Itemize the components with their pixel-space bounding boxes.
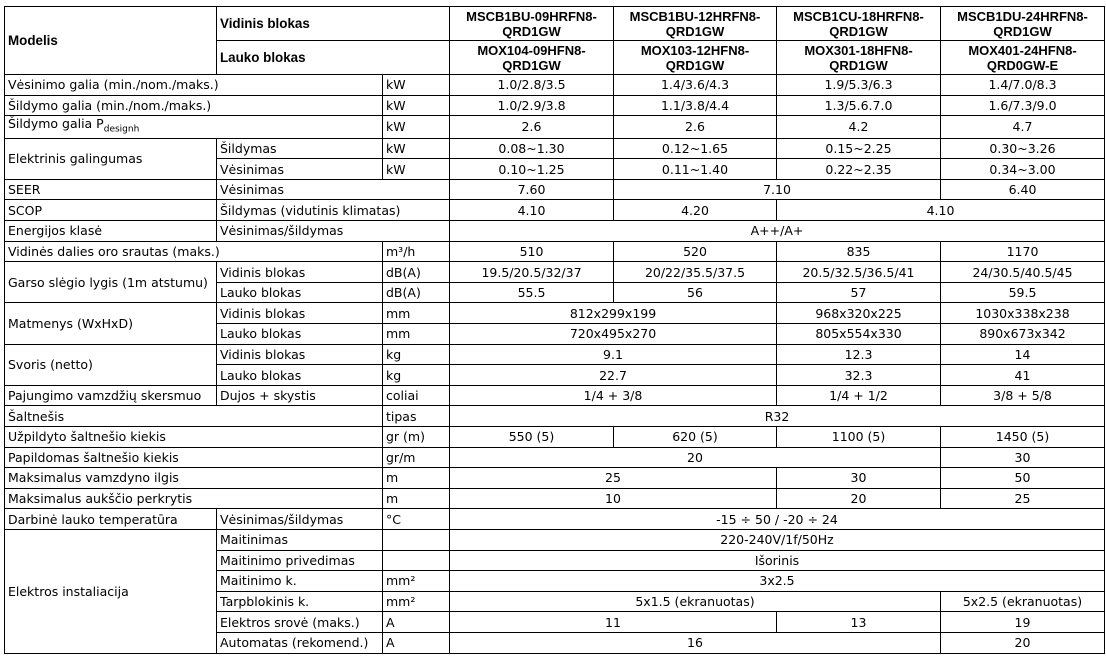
row-sublabel: Vėsinimas/šildymas: [217, 509, 383, 530]
cell-value: 3x2.5: [450, 571, 1105, 592]
row-label: Šildymo galia (min./nom./maks.): [5, 95, 383, 116]
row-unit: mm: [383, 324, 450, 345]
cell-value: 4.2: [777, 116, 941, 139]
cell-value: 968x320x225: [777, 303, 941, 324]
cell-value: 1.9/5.3/6.3: [777, 75, 941, 96]
row-unit: dB(A): [383, 262, 450, 283]
table-row: [5, 447, 1105, 468]
row-sublabel: Lauko blokas: [217, 365, 383, 386]
cell-value: 0.22~2.35: [777, 159, 941, 180]
cell-value: 20.5/32.5/36.5/41: [777, 262, 941, 283]
cell-value: 1/4 + 3/8: [450, 385, 777, 406]
row-unit: m: [383, 468, 450, 489]
row-label: Šaltnešis: [5, 406, 383, 427]
vidinis-header: Vidinis blokas: [217, 7, 450, 41]
row-label: Garso slėgio lygis (1m atstumu): [5, 262, 217, 303]
outdoor-model-2: MOX103-12HFN8-QRD1GW: [614, 41, 777, 75]
cell-value: 5x2.5 (ekranuotas): [941, 591, 1105, 612]
row-sublabel: Vidinis blokas: [217, 262, 383, 283]
cell-value: 1.1/3.8/4.4: [614, 95, 777, 116]
row-label: Maksimalus aukščio perkrytis: [5, 488, 383, 509]
row-unit: °C: [383, 509, 450, 530]
cell-value: 1030x338x238: [941, 303, 1105, 324]
row-sublabel: Automatas (rekomend.): [217, 632, 383, 653]
table-row: [5, 95, 1105, 116]
row-sublabel: Maitinimo k.: [217, 571, 383, 592]
cell-value: 1170: [941, 241, 1105, 262]
cell-value: 0.11~1.40: [614, 159, 777, 180]
cell-value: 5x1.5 (ekranuotas): [450, 591, 941, 612]
cell-value: 2.6: [450, 116, 614, 139]
cell-value: 32.3: [777, 365, 941, 386]
row-sublabel: Elektros srovė (maks.): [217, 612, 383, 633]
row-label: Elektros instaliacija: [5, 529, 217, 653]
table-row: [5, 241, 1105, 262]
table-row: [5, 262, 1105, 283]
cell-value: 1.6/7.3/9.0: [941, 95, 1105, 116]
row-sublabel: Vidinis blokas: [217, 344, 383, 365]
row-label: [5, 116, 383, 139]
cell-value: 10: [450, 488, 777, 509]
cell-value: 11: [450, 612, 777, 633]
cell-value: 3/8 + 5/8: [941, 385, 1105, 406]
cell-value: R32: [450, 406, 1105, 427]
cell-value: 890x673x342: [941, 324, 1105, 345]
cell-value: 20: [777, 488, 941, 509]
row-unit: kW: [383, 116, 450, 139]
cell-value: 1.4/3.6/4.3: [614, 75, 777, 96]
row-label: SEER: [5, 179, 217, 200]
table-row: [5, 406, 1105, 427]
cell-value: 1.0/2.9/3.8: [450, 95, 614, 116]
cell-value: 1100 (5): [777, 427, 941, 448]
table-row: [5, 200, 1105, 221]
cell-value: 20/22/35.5/37.5: [614, 262, 777, 283]
row-label-sub: designh: [103, 124, 140, 135]
row-unit: [383, 529, 450, 550]
cell-value: 12.3: [777, 344, 941, 365]
cell-value: 59.5: [941, 282, 1105, 303]
table-row: [5, 385, 1105, 406]
cell-value: 0.08~1.30: [450, 138, 614, 159]
table-row: [5, 488, 1105, 509]
cell-value: Išorinis: [450, 550, 1105, 571]
cell-value: 835: [777, 241, 941, 262]
table-row: [5, 509, 1105, 530]
cell-value: 9.1: [450, 344, 777, 365]
cell-value: 41: [941, 365, 1105, 386]
cell-value: 13: [777, 612, 941, 633]
cell-value: 0.15~2.25: [777, 138, 941, 159]
cell-value: 0.30~3.26: [941, 138, 1105, 159]
row-unit: mm: [383, 303, 450, 324]
cell-value: 0.34~3.00: [941, 159, 1105, 180]
row-sublabel: Vėsinimas/šildymas: [217, 221, 450, 242]
cell-value: 0.10~1.25: [450, 159, 614, 180]
row-label: Matmenys (WxHxD): [5, 303, 217, 344]
table-row: [5, 344, 1105, 365]
cell-value: 55.5: [450, 282, 614, 303]
row-unit: kg: [383, 365, 450, 386]
cell-value: 14: [941, 344, 1105, 365]
row-label: Papildomas šaltnešio kiekis: [5, 447, 383, 468]
cell-value: 1.4/7.0/8.3: [941, 75, 1105, 96]
table-row: [5, 468, 1105, 489]
indoor-model-2: MSCB1BU-12HRFN8-QRD1GW: [614, 7, 777, 41]
cell-value: 7.60: [450, 179, 614, 200]
row-unit: m³/h: [383, 241, 450, 262]
row-sublabel: Lauko blokas: [217, 282, 383, 303]
cell-value: 7.10: [614, 179, 941, 200]
row-label: Vėsinimo galia (min./nom./maks.): [5, 75, 383, 96]
cell-value: 812x299x199: [450, 303, 777, 324]
row-label: Elektrinis galingumas: [5, 138, 217, 179]
cell-value: 56: [614, 282, 777, 303]
table-row: [5, 75, 1105, 96]
table-row: [5, 116, 1105, 139]
row-label: Pajungimo vamzdžių skersmuo: [5, 385, 217, 406]
row-label: Energijos klasė: [5, 221, 217, 242]
spec-table: [4, 6, 1105, 654]
cell-value: 25: [450, 468, 777, 489]
cell-value: A++/A+: [450, 221, 1105, 242]
row-sublabel: Dujos + skystis: [217, 385, 383, 406]
cell-value: 4.10: [450, 200, 614, 221]
cell-value: 550 (5): [450, 427, 614, 448]
cell-value: 1.3/5.6.7.0: [777, 95, 941, 116]
row-unit: dB(A): [383, 282, 450, 303]
cell-value: 25: [941, 488, 1105, 509]
cell-value: 220-240V/1f/50Hz: [450, 529, 1105, 550]
outdoor-model-1: MOX104-09HFN8-QRD1GW: [450, 41, 614, 75]
row-unit: kW: [383, 159, 450, 180]
row-label: SCOP: [5, 200, 217, 221]
row-unit: kg: [383, 344, 450, 365]
cell-value: 805x554x330: [777, 324, 941, 345]
row-unit: m: [383, 488, 450, 509]
indoor-model-4: MSCB1DU-24HRFN8-QRD1GW: [941, 7, 1105, 41]
cell-value: 1/4 + 1/2: [777, 385, 941, 406]
row-label: Svoris (netto): [5, 344, 217, 385]
row-unit: kW: [383, 75, 450, 96]
cell-value: 1.0/2.8/3.5: [450, 75, 614, 96]
table-row: [5, 138, 1105, 159]
table-row: [5, 427, 1105, 448]
cell-value: 19.5/20.5/32/37: [450, 262, 614, 283]
cell-value: 6.40: [941, 179, 1105, 200]
cell-value: 19: [941, 612, 1105, 633]
row-unit: A: [383, 612, 450, 633]
indoor-model-3: MSCB1CU-18HRFN8-QRD1GW: [777, 7, 941, 41]
row-unit: A: [383, 632, 450, 653]
row-unit: gr (m): [383, 427, 450, 448]
cell-value: 20: [941, 632, 1105, 653]
outdoor-model-4: MOX401-24HFN8-QRD0GW-E: [941, 41, 1105, 75]
cell-value: 16: [450, 632, 941, 653]
row-unit: kW: [383, 95, 450, 116]
row-unit: tipas: [383, 406, 450, 427]
row-label-main: Šildymo galia P: [8, 116, 104, 132]
row-sublabel: Vidinis blokas: [217, 303, 383, 324]
table-row: [5, 221, 1105, 242]
row-unit: [383, 550, 450, 571]
cell-value: 30: [941, 447, 1105, 468]
row-unit: mm²: [383, 591, 450, 612]
row-sublabel: Šildymas (vidutinis klimatas): [217, 200, 450, 221]
cell-value: 22.7: [450, 365, 777, 386]
row-label: Užpildyto šaltnešio kiekis: [5, 427, 383, 448]
cell-value: 57: [777, 282, 941, 303]
row-sublabel: Šildymas: [217, 138, 383, 159]
cell-value: 510: [450, 241, 614, 262]
indoor-model-1: MSCB1BU-09HRFN8-QRD1GW: [450, 7, 614, 41]
row-sublabel: Maitinimas: [217, 529, 383, 550]
cell-value: 24/30.5/40.5/45: [941, 262, 1105, 283]
cell-value: 620 (5): [614, 427, 777, 448]
table-row: [5, 179, 1105, 200]
cell-value: 50: [941, 468, 1105, 489]
row-label: Vidinės dalies oro srautas (maks.): [5, 241, 383, 262]
row-sublabel: Lauko blokas: [217, 324, 383, 345]
cell-value: 30: [777, 468, 941, 489]
cell-value: 0.12~1.65: [614, 138, 777, 159]
lauko-header: Lauko blokas: [217, 41, 450, 75]
modelis-label: Modelis: [5, 7, 217, 75]
row-unit: gr/m: [383, 447, 450, 468]
row-unit: coliai: [383, 385, 450, 406]
row-sublabel: Maitinimo privedimas: [217, 550, 383, 571]
row-label: Maksimalus vamzdyno ilgis: [5, 468, 383, 489]
cell-value: 520: [614, 241, 777, 262]
cell-value: 2.6: [614, 116, 777, 139]
row-sublabel: Vėsinimas: [217, 159, 383, 180]
row-label: Darbinė lauko temperatūra: [5, 509, 217, 530]
cell-value: 4.10: [777, 200, 1105, 221]
cell-value: 4.7: [941, 116, 1105, 139]
cell-value: 720x495x270: [450, 324, 777, 345]
row-unit: mm²: [383, 571, 450, 592]
cell-value: 4.20: [614, 200, 777, 221]
table-row: [5, 529, 1105, 550]
table-row: [5, 303, 1105, 324]
cell-value: 1450 (5): [941, 427, 1105, 448]
cell-value: -15 ÷ 50 / -20 ÷ 24: [450, 509, 1105, 530]
cell-value: 20: [450, 447, 941, 468]
outdoor-model-3: MOX301-18HFN8-QRD1GW: [777, 41, 941, 75]
row-unit: kW: [383, 138, 450, 159]
row-sublabel: Tarpblokinis k.: [217, 591, 383, 612]
row-sublabel: Vėsinimas: [217, 179, 450, 200]
